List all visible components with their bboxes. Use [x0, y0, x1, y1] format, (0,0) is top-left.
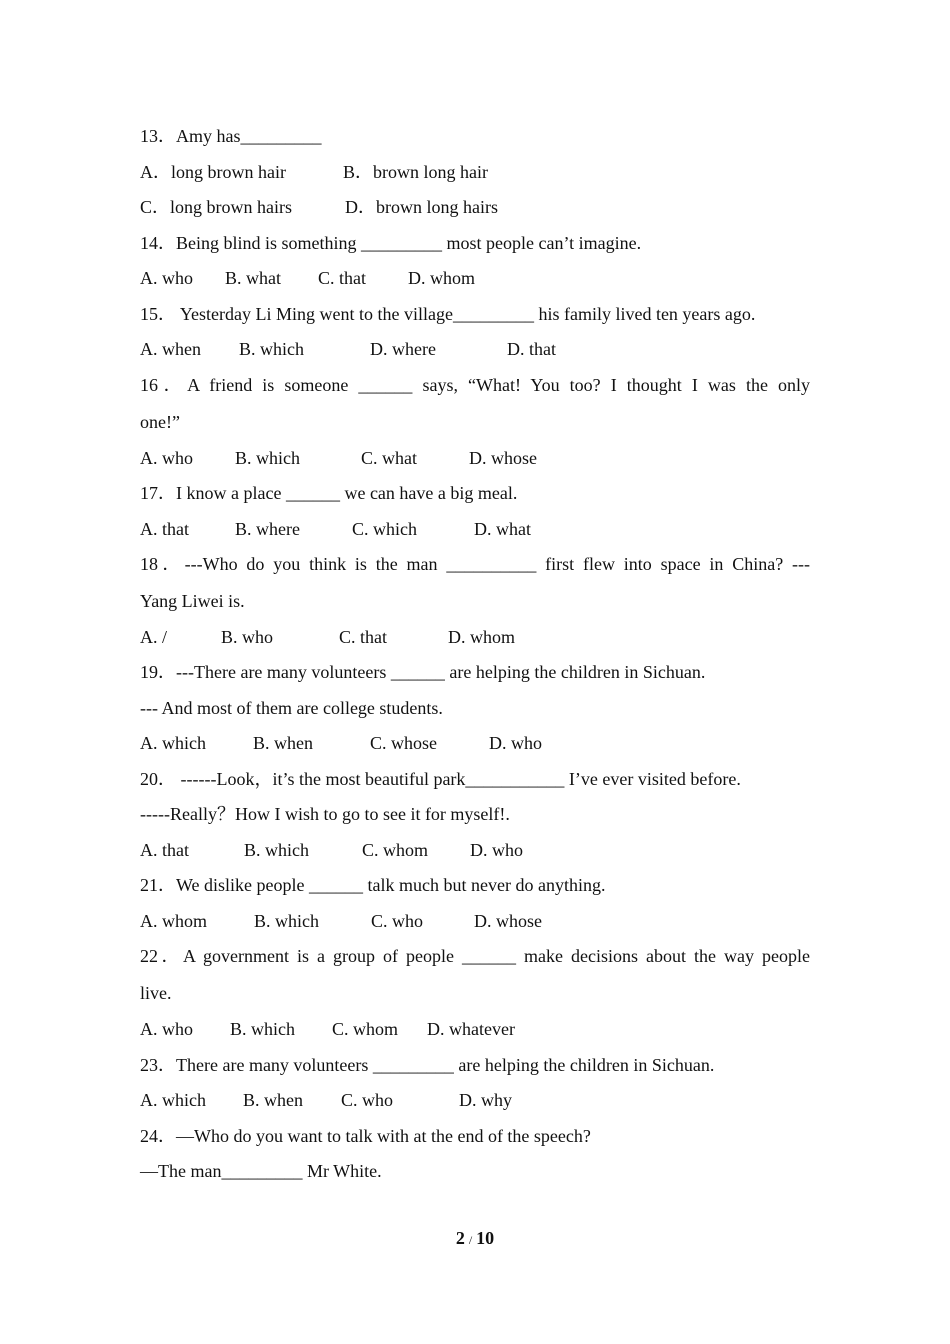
option-b: B. when [253, 733, 313, 753]
option-d: D. what [474, 519, 531, 539]
option-d: D. whose [474, 911, 542, 931]
question-20-stem: 20． ------Look，it’s the most beautiful park___________ I’ve ever visited before. [140, 769, 741, 789]
option-b: B. which [230, 1019, 295, 1039]
question-16-stem-cont: one!” [140, 412, 180, 432]
page-total: 10 [476, 1228, 495, 1248]
option-a: A. which [140, 733, 206, 753]
option-b: B. who [221, 627, 274, 647]
option-c: C．long brown hairs [140, 197, 292, 217]
question-13-stem: 13．Amy has_________ [140, 126, 322, 146]
option-a: A. when [140, 339, 201, 359]
option-d: D．brown long hairs [345, 197, 498, 217]
option-c: C. who [341, 1090, 394, 1110]
option-d: D. why [459, 1090, 512, 1110]
option-a: A. that [140, 840, 189, 860]
option-b: B. which [235, 448, 300, 468]
question-22-stem-cont: live. [140, 983, 172, 1003]
question-17-stem: 17．I know a place ______ we can have a big meal. [140, 483, 518, 503]
question-19-stem-cont: --- And most of them are college students. [140, 698, 443, 718]
question-16-stem: 16．A friend is someone ______ says, “What! You too? I thought I was the only [140, 375, 811, 395]
option-a: A. / [140, 627, 167, 647]
question-23-stem: 23．There are many volunteers _________ are helping the children in Sichuan. [140, 1055, 715, 1075]
page-number [0, 1228, 950, 1249]
option-d: D. who [470, 840, 523, 860]
question-18-stem-cont: Yang Liwei is. [140, 591, 245, 611]
option-d: D. whom [448, 627, 515, 647]
question-14-stem: 14．Being blind is something _________ most people can’t imagine. [140, 233, 642, 253]
question-20-stem-cont: -----Really？How I wish to go to see it for myself!. [140, 804, 510, 824]
option-a: A. who [140, 268, 193, 288]
option-a: A. who [140, 1019, 193, 1039]
option-b: B. which [239, 339, 304, 359]
option-a: A. who [140, 448, 193, 468]
option-b: B. which [244, 840, 309, 860]
option-c: C. whose [370, 733, 437, 753]
option-c: C. whom [332, 1019, 399, 1039]
question-21-stem: 21．We dislike people ______ talk much but never do anything. [140, 875, 606, 895]
option-a: A. that [140, 519, 189, 539]
question-15-stem: 15． Yesterday Li Ming went to the village_________ his family lived ten years ago. [140, 304, 756, 324]
question-19-stem: 19．---There are many volunteers ______ are helping the children in Sichuan. [140, 662, 706, 682]
option-c: C. that [339, 627, 387, 647]
option-b: B. what [225, 268, 281, 288]
option-d: D. whose [469, 448, 537, 468]
option-c: C. which [352, 519, 417, 539]
question-18-stem: 18．---Who do you think is the man __________ first flew into space in China? --- [140, 554, 810, 574]
option-a: A．long brown hair [140, 162, 286, 182]
option-a: A. which [140, 1090, 206, 1110]
option-d: D. whatever [427, 1019, 515, 1039]
option-b: B. where [235, 519, 300, 539]
option-a: A. whom [140, 911, 207, 931]
option-d: D. who [489, 733, 542, 753]
option-b: B．brown long hair [343, 162, 488, 182]
page-separator: / [468, 1233, 473, 1247]
option-c: C. whom [362, 840, 429, 860]
question-24-stem: 24．—Who do you want to talk with at the end of the speech? [140, 1126, 591, 1146]
option-d: D. whom [408, 268, 475, 288]
option-c: C. what [361, 448, 417, 468]
question-24-stem-cont: —The man_________ Mr White. [140, 1161, 382, 1181]
option-d: D. that [507, 339, 556, 359]
option-c: C. that [318, 268, 366, 288]
option-b: B. when [243, 1090, 303, 1110]
page-current: 2 [455, 1228, 465, 1248]
question-22-stem: 22．A government is a group of people ______ make decisions about the way people [140, 946, 811, 966]
option-b: B. which [254, 911, 319, 931]
option-c: D. where [370, 339, 436, 359]
option-c: C. who [371, 911, 424, 931]
